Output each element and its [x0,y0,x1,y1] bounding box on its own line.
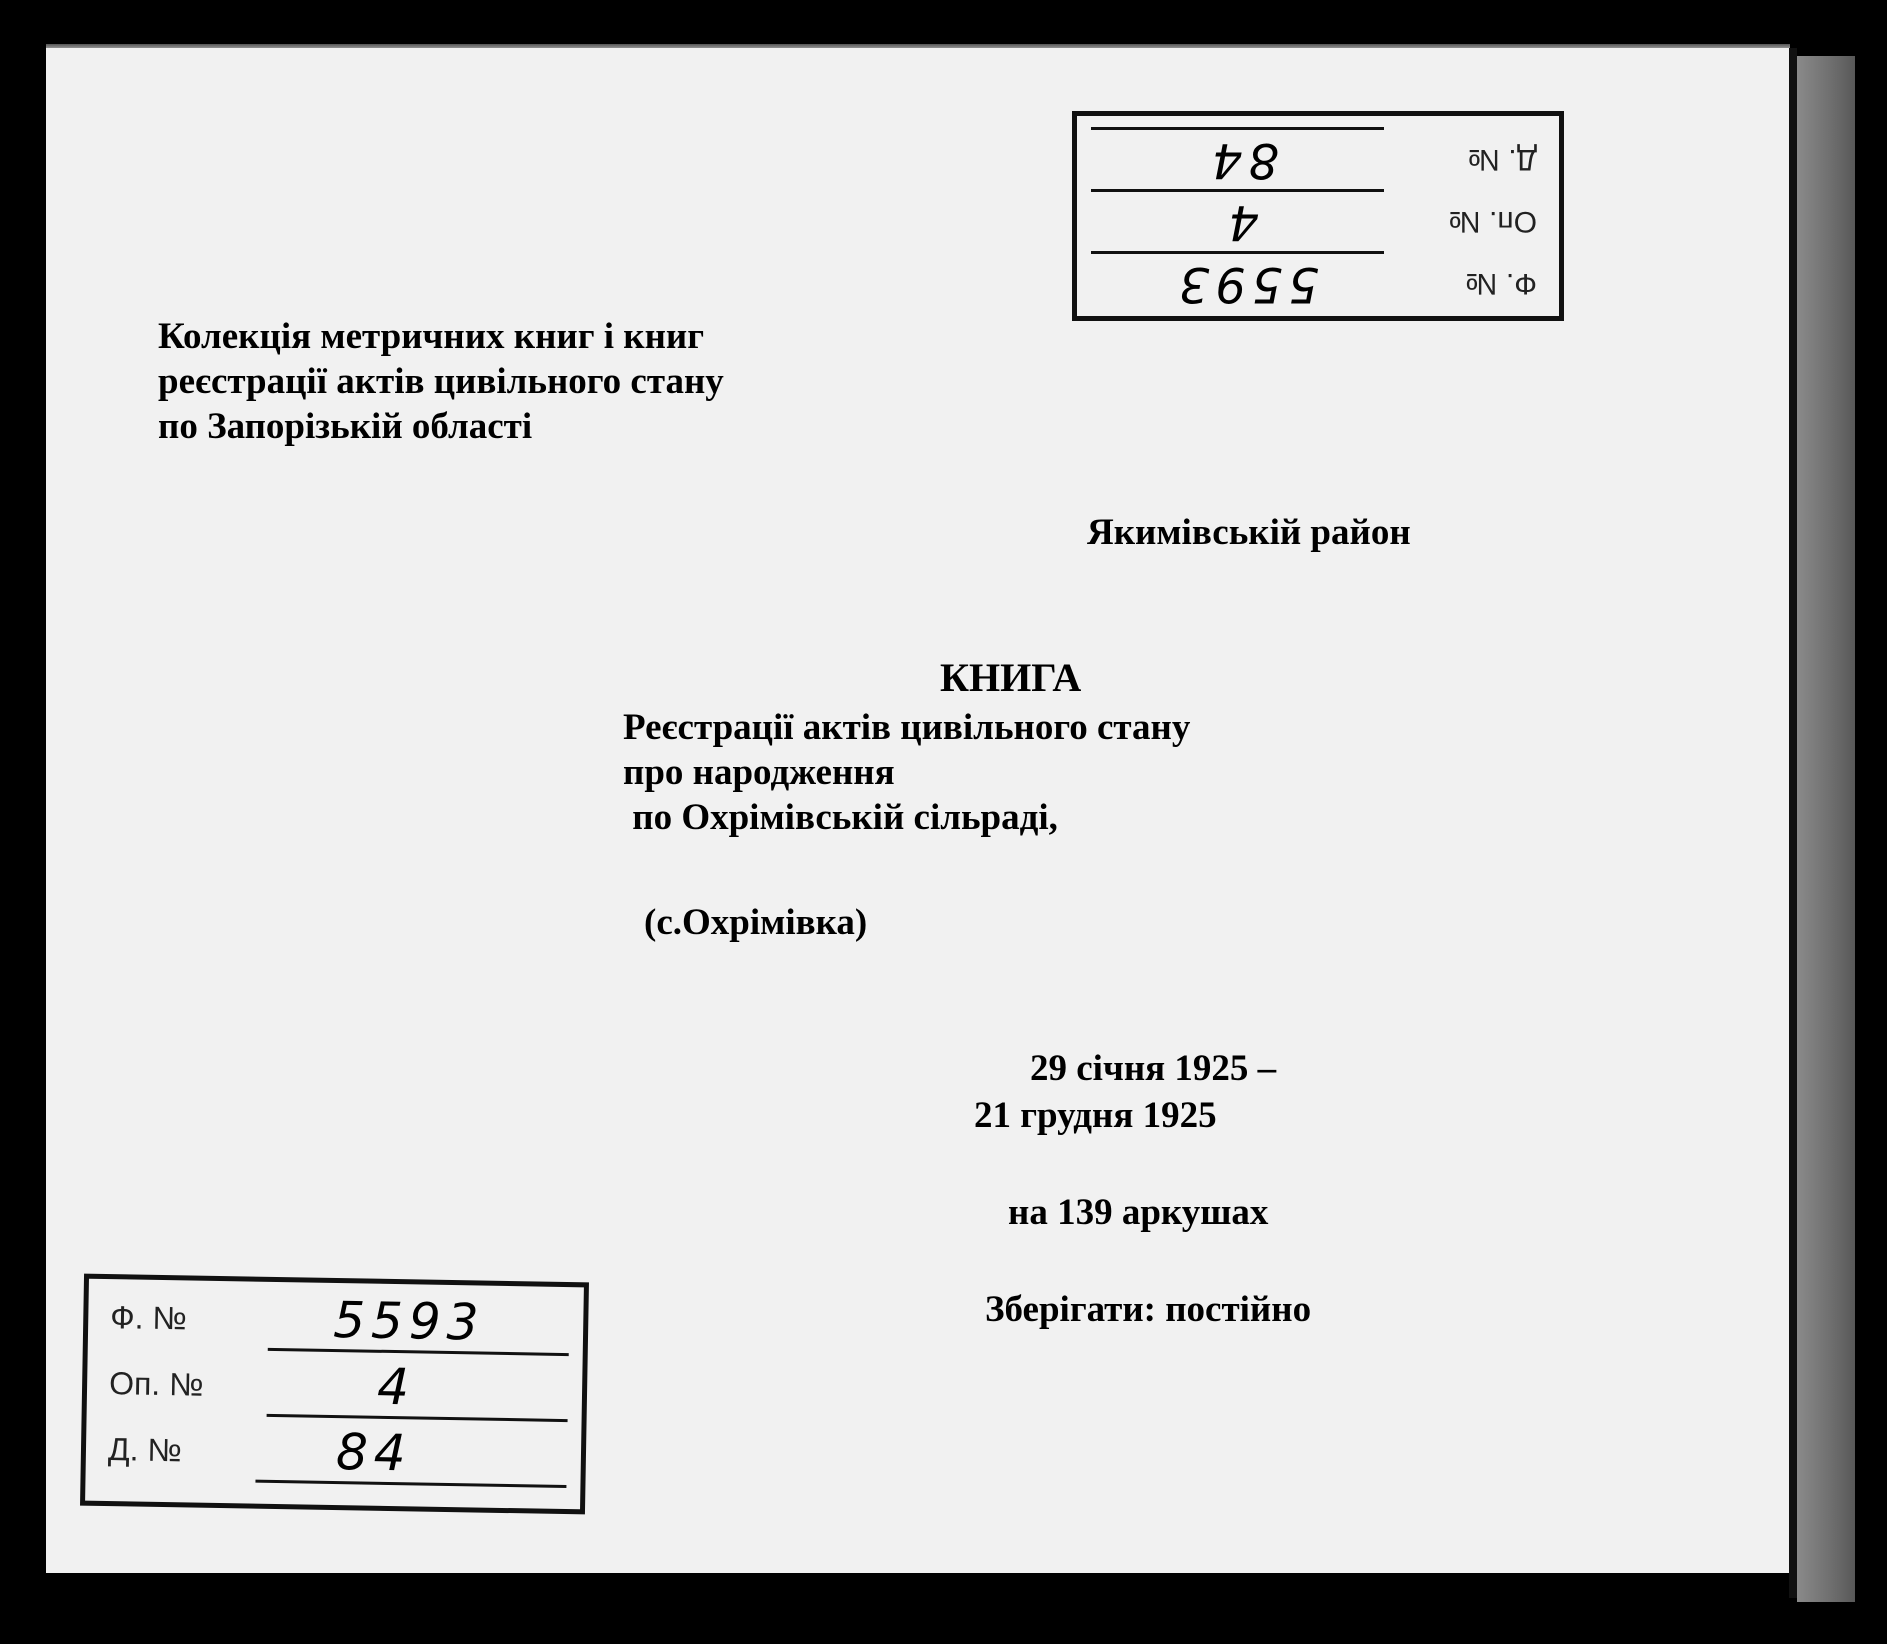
book-subtitle-line-3: по Охрімівській сільраді, [623,797,1058,838]
stamp-line [1091,189,1384,192]
collection-line-3: по Запорізькій області [158,406,533,447]
stamp-sprava-label: Д. № [107,1431,183,1469]
stamp-fond-label: Ф. № [109,1299,188,1337]
stamp-line [1091,127,1384,130]
stamp-fond-label: Ф. № [1465,267,1537,300]
stamp-row-fond [88,1289,584,1360]
archive-stamp [80,1274,589,1515]
sheet-count: на 139 аркушах [1008,1192,1269,1233]
stamp-sprava-label: Д. № [1467,143,1537,176]
stamp-row-opys [87,1355,583,1426]
retention-note: Зберігати: постійно [985,1289,1312,1330]
stamp-row-sprava [85,1421,581,1492]
stamp-row-fond [1077,248,1559,310]
book-subtitle-line-1: Реєстрації актів цивільного стану [623,707,1191,748]
stamp-fond-value: 5593 [1172,256,1319,312]
stamp-line [267,1414,568,1422]
book-subtitle [623,705,1190,840]
archive-stamp-inverted [1072,111,1564,321]
date-start: 29 січня 1925 – [1030,1048,1277,1089]
stamp-sprava-value: 84 [1205,132,1279,188]
stamp-sprava-value: 84 [335,1423,413,1483]
stamp-line [1091,251,1384,254]
village-name: (с.Охрімівка) [644,902,868,943]
stamp-opys-label: Оп. № [108,1365,204,1403]
stamp-opys-label: Оп. № [1448,205,1537,238]
stamp-row-sprava [1077,124,1559,186]
book-subtitle-line-2: про народження [623,752,895,793]
collection-title [158,314,724,449]
book-title: КНИГА [940,655,1082,700]
stamp-opys-value: 4 [376,1357,416,1417]
collection-line-1: Колекція метричних книг і книг [158,316,705,357]
stamp-row-opys [1077,186,1559,248]
stamp-fond-value: 5593 [332,1290,486,1352]
book-spine-strip [1797,56,1855,1602]
page-right-edge [1789,48,1797,1598]
district-name: Якимівській район [1087,512,1411,553]
collection-line-2: реєстрації актів цивільного стану [158,361,724,402]
date-end: 21 грудня 1925 [974,1095,1217,1136]
stamp-opys-value: 4 [1222,194,1259,250]
